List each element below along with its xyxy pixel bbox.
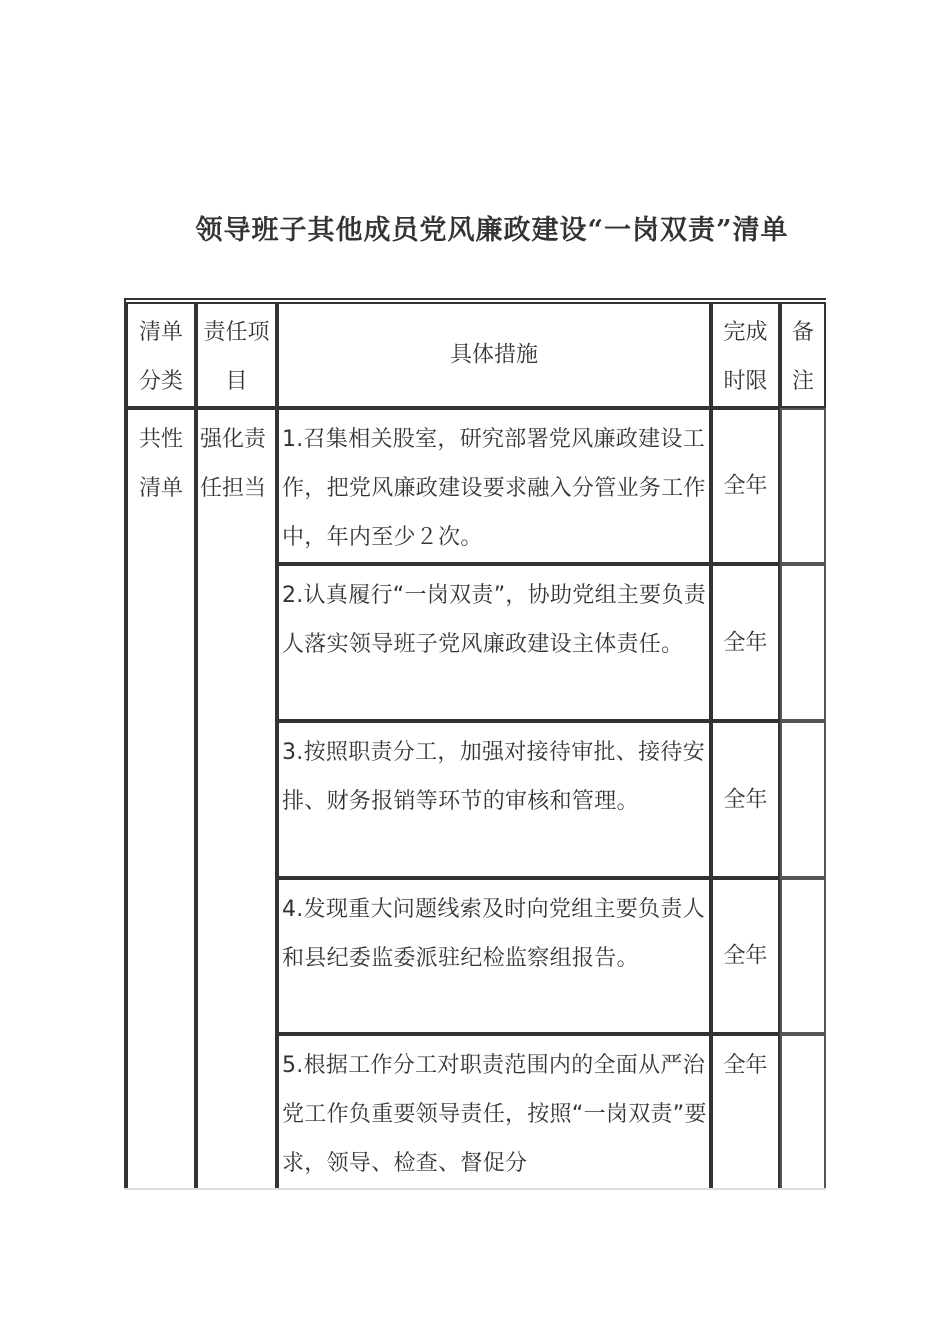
header-category xyxy=(126,302,196,408)
header-item-text: 责任项目 xyxy=(203,320,270,394)
header-measures-text: 具体措施 xyxy=(449,342,538,368)
table-row-2-deadline xyxy=(711,564,780,721)
table-row-3-measure xyxy=(277,721,711,878)
table-row-4-remark xyxy=(780,878,826,1034)
table-row-4-measure xyxy=(277,878,711,1034)
header-item xyxy=(196,302,277,408)
table-row-5-deadline xyxy=(711,1034,780,1190)
table-row-5-remark xyxy=(780,1034,826,1190)
measure-3-text: 3.按照职责分工，加强对接待审批、接待安排、财务报销等环节的审核和管理。 xyxy=(282,740,705,814)
document-title: 领导班子其他成员党风廉政建设“一岗双责”清单 xyxy=(195,215,789,246)
deadline-3-text: 全年 xyxy=(723,787,768,812)
category-text: 共性清单 xyxy=(138,427,183,501)
measure-2-text: 2.认真履行“一岗双责”，协助党组主要负责人落实领导班子党风廉政建设主体责任。 xyxy=(282,583,707,657)
measure-4-text: 4.发现重大问题线索及时向党组主要负责人和县纪委监委派驻纪检监察组报告。 xyxy=(282,897,705,971)
header-remarks-text: 备注 xyxy=(791,320,814,394)
deadline-2-text: 全年 xyxy=(723,630,768,655)
item-cell xyxy=(196,408,277,1190)
table-row-3-deadline xyxy=(711,721,780,878)
table-row-1-measure xyxy=(277,408,711,564)
table-row-5-measure xyxy=(277,1034,711,1190)
measure-5-text: 5.根据工作分工对职责范围内的全面从严治党工作负重要领导责任，按照“一岗双责”要求，领导、检查、督促分 xyxy=(282,1053,707,1176)
category-cell xyxy=(126,408,196,1190)
header-measures xyxy=(277,302,711,408)
table-row-4-deadline xyxy=(711,878,780,1034)
measure-1-text: 1.召集相关股室，研究部署党风廉政建设工作，把党风廉政建设要求融入分管业务工作中，年内至少２次。 xyxy=(282,427,706,550)
item-text: 强化责任担当 xyxy=(200,427,267,501)
deadline-5-text: 全年 xyxy=(723,1053,768,1078)
table-row-1-remark xyxy=(780,408,826,564)
deadline-1-text: 全年 xyxy=(723,473,768,499)
table-row-3-remark xyxy=(780,721,826,878)
header-deadline xyxy=(711,302,780,408)
deadline-4-text: 全年 xyxy=(723,943,768,969)
header-category-text: 清单分类 xyxy=(138,320,183,394)
header-deadline-text: 完成时限 xyxy=(723,320,768,394)
table-row-1-deadline xyxy=(711,408,780,564)
responsibility-table xyxy=(124,298,826,1190)
table-row-2-remark xyxy=(780,564,826,721)
table-top-rule xyxy=(124,298,826,300)
table-row-2-measure xyxy=(277,564,711,721)
header-remarks xyxy=(780,302,826,408)
page-break-edge xyxy=(124,1188,826,1190)
